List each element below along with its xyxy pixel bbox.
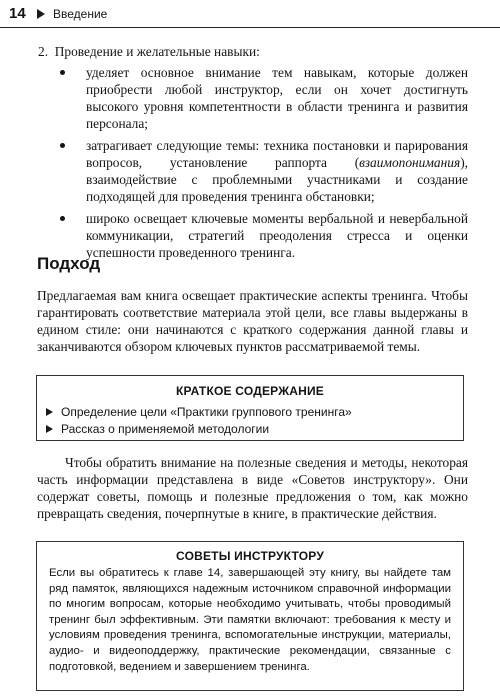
summary-item-text: Определение цели «Практики группового тренинга» [61, 405, 352, 419]
bullet-item [60, 64, 468, 132]
section-title: Введение [53, 7, 108, 21]
tips-box-body: Если вы обратитесь к главе 14, завершающей эту книгу, вы найдете там ряд памяток, являющихся надежным источником справочной информации по многим вопросам, которые необходимо учитывать, чтобы проводимый тренинг был эффективным. Эти памятки включают: требования к месту и условиям проведения тренинга, вспомогательные инструкции, материалы, аудио- и видеоподдержку, практические рекомендации, связанные с подготовкой, ведением и завершением тренинга. [49, 567, 451, 673]
summary-item [46, 404, 463, 421]
bullet-list [60, 64, 468, 266]
bullet-item [60, 137, 468, 205]
triangle-bullet-icon [46, 408, 53, 416]
triangle-right-icon [37, 9, 45, 19]
running-header [0, 0, 500, 30]
bullet-text: уделяет основное внимание тем навыкам, которые должен приобрести любой инструктор, если он хочет достигнуть высокого уровня компетентности в области тренинга и развития персонала; [86, 65, 468, 131]
triangle-bullet-icon [46, 425, 53, 433]
bullet-dot-icon [60, 143, 65, 148]
item-text: Проведение и желательные навыки: [54, 44, 260, 59]
bullet-text-italic: взаимопонимания [359, 155, 461, 170]
bullet-dot-icon [60, 70, 65, 75]
section-heading: Подход [37, 254, 101, 273]
summary-list [37, 404, 463, 438]
paragraph-tips-intro: Чтобы обратить внимание на полезные сведения и методы, некоторая часть информации представлена в виде «Советов инструктору». Они содержат советы, помощь и полезные предложения о том, как можно превращать сведения, почерпнутые в книге, в практические действия. [37, 455, 468, 521]
bullet-text: широко освещает ключевые моменты вербальной и невербальной коммуникации, стратегий преодоления стресса и оценки успешности проведенного тренинга. [86, 211, 468, 260]
bullet-text-part: затрагивает следующие темы: техника постановки и парирования вопросов, установление раппорта ( [86, 138, 468, 170]
summary-item [46, 421, 463, 438]
page-number: 14 [9, 5, 26, 22]
bullet-dot-icon [60, 216, 65, 221]
paragraph-approach: Предлагаемая вам книга освещает практические аспекты тренинга. Чтобы гарантировать соответствие материала этой цели, все главы выдержаны в едином стиле: они начинаются с краткого содержания данной главы и заканчиваются обзором ключевых пунктов рассматриваемой темы. [37, 288, 468, 354]
tips-box-title: СОВЕТЫ ИНСТРУКТОРУ [176, 549, 324, 563]
summary-item-text: Рассказ о применяемой методологии [61, 422, 270, 436]
tips-box [36, 541, 464, 691]
bullet-text-part: ), взаимодействие с проблемными участниками и создание подходящей для проведения тренинга обстановки; [86, 155, 468, 204]
summary-box-title: КРАТКОЕ СОДЕРЖАНИЕ [175, 384, 325, 398]
item-number: 2. [38, 44, 49, 59]
header-rule [0, 27, 500, 28]
summary-box [36, 375, 464, 441]
numbered-item [38, 43, 468, 60]
bullet-item [60, 210, 468, 261]
